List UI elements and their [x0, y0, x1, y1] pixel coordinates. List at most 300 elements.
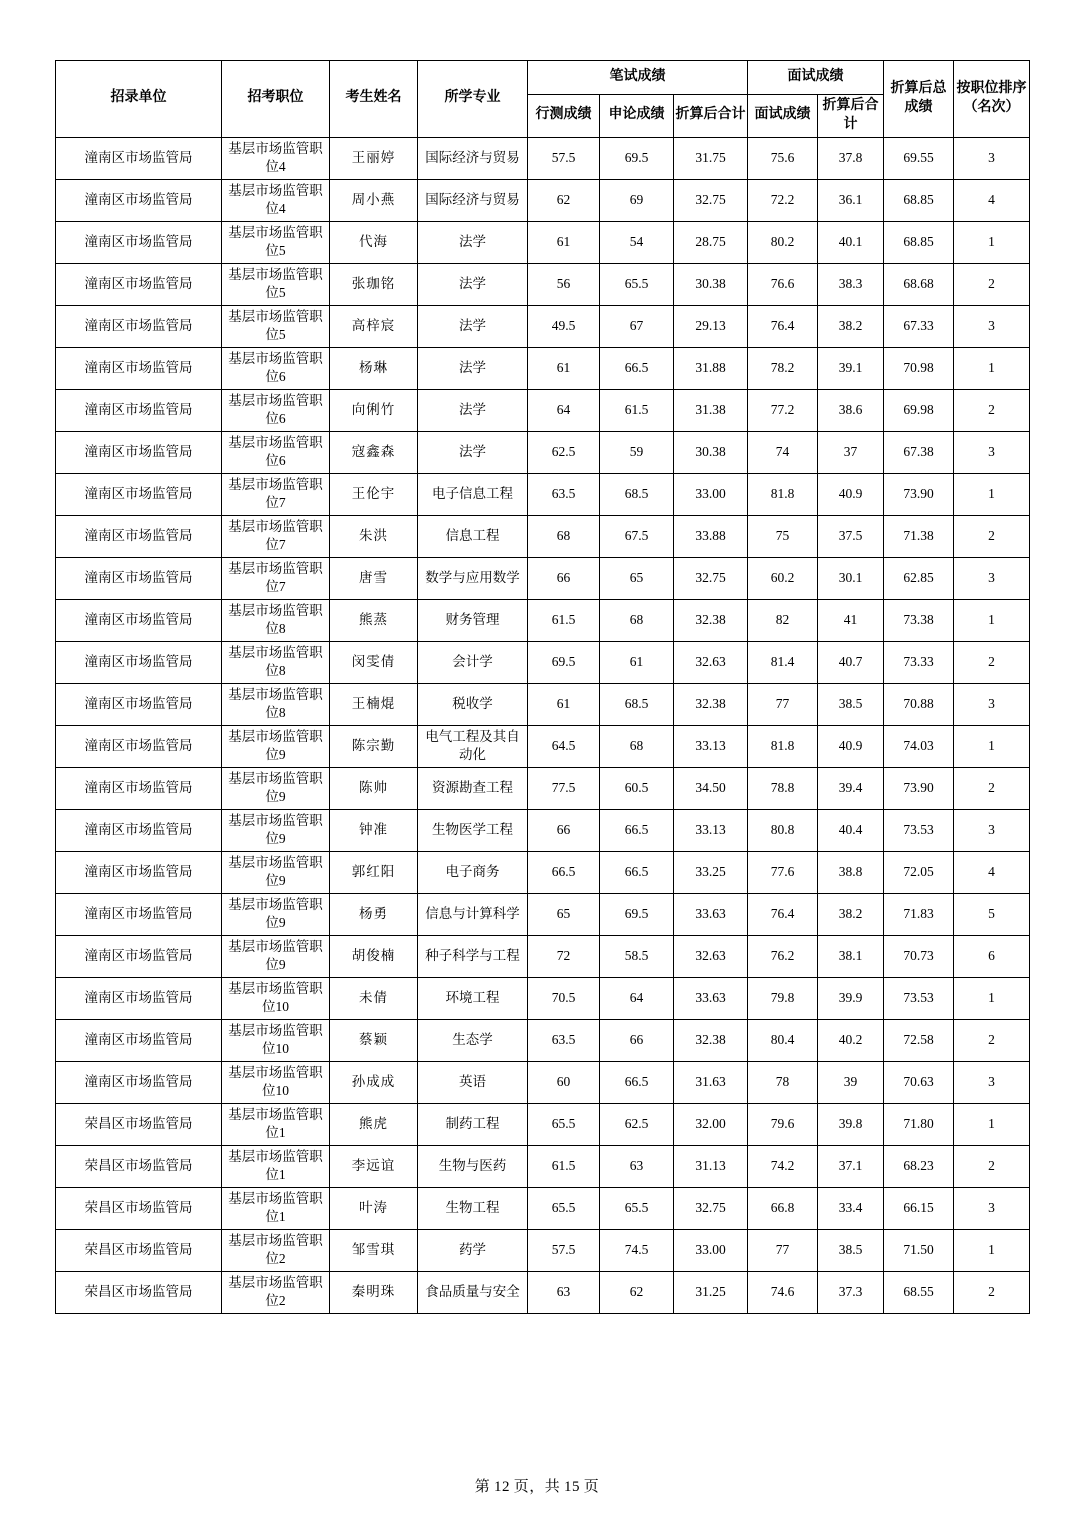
- cell-major: 制药工程: [418, 1103, 528, 1145]
- cell-interview-score: 78: [748, 1061, 818, 1103]
- cell-total: 73.90: [884, 767, 954, 809]
- cell-written-converted: 32.75: [674, 179, 748, 221]
- cell-xingce: 56: [528, 263, 600, 305]
- table-row: [56, 851, 1030, 893]
- cell-rank: 2: [954, 389, 1030, 431]
- cell-name: 蔡颖: [330, 1019, 418, 1061]
- cell-unit: 潼南区市场监管局: [56, 725, 222, 767]
- cell-written-converted: 32.38: [674, 683, 748, 725]
- cell-post: 基层市场监管职位9: [222, 851, 330, 893]
- cell-post: 基层市场监管职位2: [222, 1229, 330, 1271]
- cell-post: 基层市场监管职位7: [222, 473, 330, 515]
- cell-post: 基层市场监管职位9: [222, 767, 330, 809]
- cell-name: 孙成成: [330, 1061, 418, 1103]
- cell-unit: 潼南区市场监管局: [56, 1061, 222, 1103]
- table-row: [56, 641, 1030, 683]
- table-row: [56, 1019, 1030, 1061]
- cell-interview-converted: 38.5: [818, 1229, 884, 1271]
- cell-total: 69.55: [884, 137, 954, 179]
- cell-shenlun: 62: [600, 1271, 674, 1313]
- cell-xingce: 61: [528, 683, 600, 725]
- cell-total: 68.68: [884, 263, 954, 305]
- cell-shenlun: 63: [600, 1145, 674, 1187]
- cell-xingce: 64: [528, 389, 600, 431]
- cell-interview-converted: 40.4: [818, 809, 884, 851]
- header-interview-converted: 折算后合计: [818, 95, 884, 138]
- cell-total: 68.85: [884, 221, 954, 263]
- cell-xingce: 62.5: [528, 431, 600, 473]
- table-row: [56, 515, 1030, 557]
- cell-name: 郭红阳: [330, 851, 418, 893]
- cell-xingce: 65: [528, 893, 600, 935]
- cell-post: 基层市场监管职位7: [222, 515, 330, 557]
- cell-written-converted: 32.75: [674, 557, 748, 599]
- cell-total: 68.23: [884, 1145, 954, 1187]
- cell-shenlun: 68.5: [600, 683, 674, 725]
- header-shenlun: 申论成绩: [600, 95, 674, 138]
- cell-written-converted: 32.63: [674, 641, 748, 683]
- cell-interview-score: 79.6: [748, 1103, 818, 1145]
- cell-total: 74.03: [884, 725, 954, 767]
- cell-name: 王丽婷: [330, 137, 418, 179]
- cell-interview-converted: 38.1: [818, 935, 884, 977]
- cell-major: 法学: [418, 305, 528, 347]
- cell-rank: 1: [954, 1229, 1030, 1271]
- cell-name: 李远谊: [330, 1145, 418, 1187]
- cell-written-converted: 33.13: [674, 809, 748, 851]
- cell-written-converted: 28.75: [674, 221, 748, 263]
- cell-name: 高梓宸: [330, 305, 418, 347]
- cell-name: 向俐竹: [330, 389, 418, 431]
- cell-interview-converted: 38.6: [818, 389, 884, 431]
- cell-rank: 3: [954, 137, 1030, 179]
- cell-interview-score: 77: [748, 683, 818, 725]
- cell-unit: 潼南区市场监管局: [56, 263, 222, 305]
- cell-unit: 荣昌区市场监管局: [56, 1271, 222, 1313]
- cell-total: 73.38: [884, 599, 954, 641]
- exam-results-table: [55, 60, 1030, 1314]
- cell-post: 基层市场监管职位5: [222, 263, 330, 305]
- cell-written-converted: 31.88: [674, 347, 748, 389]
- header-interview-score: 面试成绩: [748, 95, 818, 138]
- cell-written-converted: 31.38: [674, 389, 748, 431]
- cell-unit: 潼南区市场监管局: [56, 221, 222, 263]
- cell-major: 食品质量与安全: [418, 1271, 528, 1313]
- cell-interview-score: 81.8: [748, 725, 818, 767]
- cell-unit: 潼南区市场监管局: [56, 893, 222, 935]
- cell-unit: 潼南区市场监管局: [56, 347, 222, 389]
- header-written-group: 笔试成绩: [528, 61, 748, 95]
- cell-interview-score: 74.2: [748, 1145, 818, 1187]
- cell-total: 72.58: [884, 1019, 954, 1061]
- cell-shenlun: 69.5: [600, 893, 674, 935]
- cell-major: 生物医学工程: [418, 809, 528, 851]
- cell-post: 基层市场监管职位6: [222, 431, 330, 473]
- footer-prefix: 第: [474, 1479, 491, 1495]
- cell-xingce: 66.5: [528, 851, 600, 893]
- table-row: [56, 347, 1030, 389]
- cell-interview-converted: 40.7: [818, 641, 884, 683]
- cell-total: 62.85: [884, 557, 954, 599]
- cell-interview-converted: 38.2: [818, 305, 884, 347]
- table-row: [56, 1103, 1030, 1145]
- cell-written-converted: 31.25: [674, 1271, 748, 1313]
- cell-major: 资源勘查工程: [418, 767, 528, 809]
- cell-post: 基层市场监管职位10: [222, 1061, 330, 1103]
- cell-shenlun: 66: [600, 1019, 674, 1061]
- cell-shenlun: 74.5: [600, 1229, 674, 1271]
- table-row: [56, 725, 1030, 767]
- header-written-converted: 折算后合计: [674, 95, 748, 138]
- cell-interview-score: 77.6: [748, 851, 818, 893]
- cell-unit: 潼南区市场监管局: [56, 305, 222, 347]
- cell-rank: 2: [954, 1019, 1030, 1061]
- cell-interview-score: 60.2: [748, 557, 818, 599]
- cell-total: 71.83: [884, 893, 954, 935]
- cell-total: 66.15: [884, 1187, 954, 1229]
- cell-name: 邹雪琪: [330, 1229, 418, 1271]
- cell-rank: 2: [954, 1145, 1030, 1187]
- cell-unit: 潼南区市场监管局: [56, 515, 222, 557]
- cell-rank: 1: [954, 725, 1030, 767]
- cell-unit: 潼南区市场监管局: [56, 1019, 222, 1061]
- cell-major: 会计学: [418, 641, 528, 683]
- cell-shenlun: 68: [600, 599, 674, 641]
- cell-post: 基层市场监管职位7: [222, 557, 330, 599]
- cell-interview-converted: 30.1: [818, 557, 884, 599]
- cell-interview-converted: 33.4: [818, 1187, 884, 1229]
- cell-written-converted: 33.25: [674, 851, 748, 893]
- cell-name: 代海: [330, 221, 418, 263]
- cell-interview-score: 74.6: [748, 1271, 818, 1313]
- cell-interview-converted: 38.2: [818, 893, 884, 935]
- cell-written-converted: 33.00: [674, 473, 748, 515]
- cell-rank: 3: [954, 809, 1030, 851]
- cell-total: 73.53: [884, 977, 954, 1019]
- cell-unit: 荣昌区市场监管局: [56, 1145, 222, 1187]
- cell-major: 国际经济与贸易: [418, 137, 528, 179]
- cell-interview-score: 76.4: [748, 305, 818, 347]
- cell-xingce: 63: [528, 1271, 600, 1313]
- table-row: [56, 221, 1030, 263]
- cell-xingce: 68: [528, 515, 600, 557]
- cell-major: 环境工程: [418, 977, 528, 1019]
- cell-post: 基层市场监管职位6: [222, 347, 330, 389]
- footer-middle: 页，共: [513, 1479, 561, 1495]
- cell-total: 72.05: [884, 851, 954, 893]
- table-row: [56, 263, 1030, 305]
- cell-shenlun: 68: [600, 725, 674, 767]
- cell-written-converted: 33.13: [674, 725, 748, 767]
- cell-shenlun: 61.5: [600, 389, 674, 431]
- cell-shenlun: 60.5: [600, 767, 674, 809]
- cell-xingce: 66: [528, 809, 600, 851]
- cell-interview-score: 76.2: [748, 935, 818, 977]
- cell-rank: 5: [954, 893, 1030, 935]
- cell-unit: 荣昌区市场监管局: [56, 1229, 222, 1271]
- table-row: [56, 431, 1030, 473]
- cell-post: 基层市场监管职位1: [222, 1103, 330, 1145]
- cell-major: 法学: [418, 389, 528, 431]
- footer-suffix: 页: [583, 1479, 600, 1495]
- cell-written-converted: 33.88: [674, 515, 748, 557]
- cell-shenlun: 59: [600, 431, 674, 473]
- cell-total: 71.80: [884, 1103, 954, 1145]
- cell-shenlun: 67: [600, 305, 674, 347]
- cell-total: 71.50: [884, 1229, 954, 1271]
- cell-unit: 潼南区市场监管局: [56, 431, 222, 473]
- cell-post: 基层市场监管职位10: [222, 1019, 330, 1061]
- cell-rank: 6: [954, 935, 1030, 977]
- cell-interview-converted: 38.3: [818, 263, 884, 305]
- table-header: [56, 61, 1030, 138]
- cell-name: 熊虎: [330, 1103, 418, 1145]
- cell-xingce: 65.5: [528, 1187, 600, 1229]
- cell-shenlun: 69.5: [600, 137, 674, 179]
- cell-post: 基层市场监管职位2: [222, 1271, 330, 1313]
- table-row: [56, 893, 1030, 935]
- cell-rank: 2: [954, 767, 1030, 809]
- cell-total: 70.88: [884, 683, 954, 725]
- cell-written-converted: 31.75: [674, 137, 748, 179]
- cell-rank: 3: [954, 557, 1030, 599]
- cell-interview-score: 75.6: [748, 137, 818, 179]
- cell-interview-score: 81.4: [748, 641, 818, 683]
- cell-xingce: 69.5: [528, 641, 600, 683]
- cell-major: 生物与医药: [418, 1145, 528, 1187]
- table-row: [56, 935, 1030, 977]
- cell-major: 药学: [418, 1229, 528, 1271]
- cell-post: 基层市场监管职位9: [222, 935, 330, 977]
- cell-total: 68.85: [884, 179, 954, 221]
- cell-unit: 潼南区市场监管局: [56, 557, 222, 599]
- cell-xingce: 61.5: [528, 1145, 600, 1187]
- cell-total: 69.98: [884, 389, 954, 431]
- cell-rank: 3: [954, 431, 1030, 473]
- cell-major: 法学: [418, 263, 528, 305]
- cell-major: 电气工程及其自动化: [418, 725, 528, 767]
- cell-total: 73.53: [884, 809, 954, 851]
- cell-total: 73.33: [884, 641, 954, 683]
- cell-rank: 1: [954, 1103, 1030, 1145]
- cell-name: 胡俊楠: [330, 935, 418, 977]
- cell-xingce: 60: [528, 1061, 600, 1103]
- cell-shenlun: 58.5: [600, 935, 674, 977]
- cell-unit: 荣昌区市场监管局: [56, 1103, 222, 1145]
- cell-name: 钟准: [330, 809, 418, 851]
- cell-interview-score: 77: [748, 1229, 818, 1271]
- cell-unit: 潼南区市场监管局: [56, 389, 222, 431]
- cell-unit: 潼南区市场监管局: [56, 179, 222, 221]
- cell-interview-converted: 39.9: [818, 977, 884, 1019]
- cell-name: 王楠焜: [330, 683, 418, 725]
- table-row: [56, 683, 1030, 725]
- cell-xingce: 66: [528, 557, 600, 599]
- cell-post: 基层市场监管职位1: [222, 1145, 330, 1187]
- header-xingce: 行测成绩: [528, 95, 600, 138]
- cell-shenlun: 66.5: [600, 1061, 674, 1103]
- cell-xingce: 77.5: [528, 767, 600, 809]
- cell-interview-converted: 39.4: [818, 767, 884, 809]
- cell-interview-score: 79.8: [748, 977, 818, 1019]
- cell-xingce: 61: [528, 347, 600, 389]
- cell-major: 法学: [418, 347, 528, 389]
- cell-major: 税收学: [418, 683, 528, 725]
- cell-interview-converted: 37: [818, 431, 884, 473]
- cell-post: 基层市场监管职位9: [222, 893, 330, 935]
- cell-rank: 1: [954, 599, 1030, 641]
- cell-total: 70.98: [884, 347, 954, 389]
- cell-written-converted: 30.38: [674, 431, 748, 473]
- cell-total: 70.73: [884, 935, 954, 977]
- table-row: [56, 1145, 1030, 1187]
- cell-interview-score: 80.2: [748, 221, 818, 263]
- cell-rank: 4: [954, 851, 1030, 893]
- cell-major: 法学: [418, 431, 528, 473]
- header-total: 折算后总成绩: [884, 61, 954, 138]
- cell-shenlun: 54: [600, 221, 674, 263]
- cell-shenlun: 68.5: [600, 473, 674, 515]
- cell-major: 数学与应用数学: [418, 557, 528, 599]
- cell-post: 基层市场监管职位8: [222, 641, 330, 683]
- cell-name: 寇鑫森: [330, 431, 418, 473]
- cell-written-converted: 32.63: [674, 935, 748, 977]
- cell-written-converted: 31.63: [674, 1061, 748, 1103]
- cell-major: 生态学: [418, 1019, 528, 1061]
- cell-name: 杨勇: [330, 893, 418, 935]
- table-row: [56, 305, 1030, 347]
- cell-interview-score: 81.8: [748, 473, 818, 515]
- cell-major: 电子商务: [418, 851, 528, 893]
- cell-name: 王伦宇: [330, 473, 418, 515]
- cell-name: 杨琳: [330, 347, 418, 389]
- cell-major: 法学: [418, 221, 528, 263]
- cell-xingce: 63.5: [528, 1019, 600, 1061]
- cell-written-converted: 32.75: [674, 1187, 748, 1229]
- cell-unit: 潼南区市场监管局: [56, 767, 222, 809]
- table-row: [56, 179, 1030, 221]
- cell-name: 陈宗勤: [330, 725, 418, 767]
- cell-xingce: 70.5: [528, 977, 600, 1019]
- page-footer: [0, 1475, 1074, 1496]
- cell-interview-converted: 36.1: [818, 179, 884, 221]
- cell-unit: 潼南区市场监管局: [56, 599, 222, 641]
- cell-shenlun: 61: [600, 641, 674, 683]
- cell-post: 基层市场监管职位4: [222, 137, 330, 179]
- cell-shenlun: 69: [600, 179, 674, 221]
- cell-interview-score: 80.4: [748, 1019, 818, 1061]
- cell-total: 70.63: [884, 1061, 954, 1103]
- cell-written-converted: 29.13: [674, 305, 748, 347]
- cell-name: 熊蒸: [330, 599, 418, 641]
- cell-unit: 潼南区市场监管局: [56, 935, 222, 977]
- cell-shenlun: 62.5: [600, 1103, 674, 1145]
- cell-interview-converted: 40.9: [818, 725, 884, 767]
- cell-unit: 潼南区市场监管局: [56, 473, 222, 515]
- cell-name: 周小燕: [330, 179, 418, 221]
- cell-xingce: 65.5: [528, 1103, 600, 1145]
- table-row: [56, 137, 1030, 179]
- cell-major: 财务管理: [418, 599, 528, 641]
- cell-interview-converted: 40.1: [818, 221, 884, 263]
- cell-written-converted: 31.13: [674, 1145, 748, 1187]
- table-row: [56, 389, 1030, 431]
- cell-total: 71.38: [884, 515, 954, 557]
- header-rank: 按职位排序（名次）: [954, 61, 1030, 138]
- cell-interview-converted: 40.2: [818, 1019, 884, 1061]
- cell-rank: 4: [954, 179, 1030, 221]
- cell-unit: 荣昌区市场监管局: [56, 1187, 222, 1229]
- cell-interview-converted: 39: [818, 1061, 884, 1103]
- cell-xingce: 57.5: [528, 137, 600, 179]
- cell-name: 秦明珠: [330, 1271, 418, 1313]
- cell-name: 陈帅: [330, 767, 418, 809]
- cell-interview-score: 78.2: [748, 347, 818, 389]
- cell-post: 基层市场监管职位4: [222, 179, 330, 221]
- cell-rank: 1: [954, 221, 1030, 263]
- cell-post: 基层市场监管职位8: [222, 683, 330, 725]
- cell-rank: 3: [954, 1187, 1030, 1229]
- cell-post: 基层市场监管职位8: [222, 599, 330, 641]
- cell-major: 生物工程: [418, 1187, 528, 1229]
- cell-name: 闵雯倩: [330, 641, 418, 683]
- cell-interview-converted: 39.1: [818, 347, 884, 389]
- cell-rank: 3: [954, 683, 1030, 725]
- header-name: 考生姓名: [330, 61, 418, 138]
- cell-unit: 潼南区市场监管局: [56, 851, 222, 893]
- cell-post: 基层市场监管职位5: [222, 305, 330, 347]
- cell-total: 73.90: [884, 473, 954, 515]
- header-post: 招考职位: [222, 61, 330, 138]
- cell-name: 叶涛: [330, 1187, 418, 1229]
- cell-interview-converted: 37.3: [818, 1271, 884, 1313]
- cell-rank: 1: [954, 473, 1030, 515]
- cell-shenlun: 66.5: [600, 347, 674, 389]
- cell-interview-converted: 39.8: [818, 1103, 884, 1145]
- cell-shenlun: 66.5: [600, 851, 674, 893]
- cell-major: 电子信息工程: [418, 473, 528, 515]
- header-interview-group: 面试成绩: [748, 61, 884, 95]
- cell-interview-converted: 37.1: [818, 1145, 884, 1187]
- cell-written-converted: 32.38: [674, 1019, 748, 1061]
- cell-interview-score: 72.2: [748, 179, 818, 221]
- cell-total: 67.38: [884, 431, 954, 473]
- cell-xingce: 62: [528, 179, 600, 221]
- cell-interview-converted: 37.5: [818, 515, 884, 557]
- cell-interview-converted: 38.5: [818, 683, 884, 725]
- footer-current-page: 12: [493, 1479, 510, 1495]
- cell-xingce: 61.5: [528, 599, 600, 641]
- cell-unit: 潼南区市场监管局: [56, 977, 222, 1019]
- cell-shenlun: 64: [600, 977, 674, 1019]
- cell-shenlun: 65.5: [600, 263, 674, 305]
- cell-rank: 2: [954, 1271, 1030, 1313]
- footer-total-pages: 15: [564, 1479, 580, 1495]
- cell-interview-score: 82: [748, 599, 818, 641]
- cell-rank: 3: [954, 1061, 1030, 1103]
- cell-post: 基层市场监管职位9: [222, 725, 330, 767]
- cell-interview-converted: 37.8: [818, 137, 884, 179]
- cell-unit: 潼南区市场监管局: [56, 683, 222, 725]
- cell-rank: 2: [954, 515, 1030, 557]
- cell-rank: 3: [954, 305, 1030, 347]
- cell-shenlun: 67.5: [600, 515, 674, 557]
- cell-rank: 2: [954, 641, 1030, 683]
- cell-shenlun: 66.5: [600, 809, 674, 851]
- table-row: [56, 809, 1030, 851]
- cell-xingce: 63.5: [528, 473, 600, 515]
- table-row: [56, 767, 1030, 809]
